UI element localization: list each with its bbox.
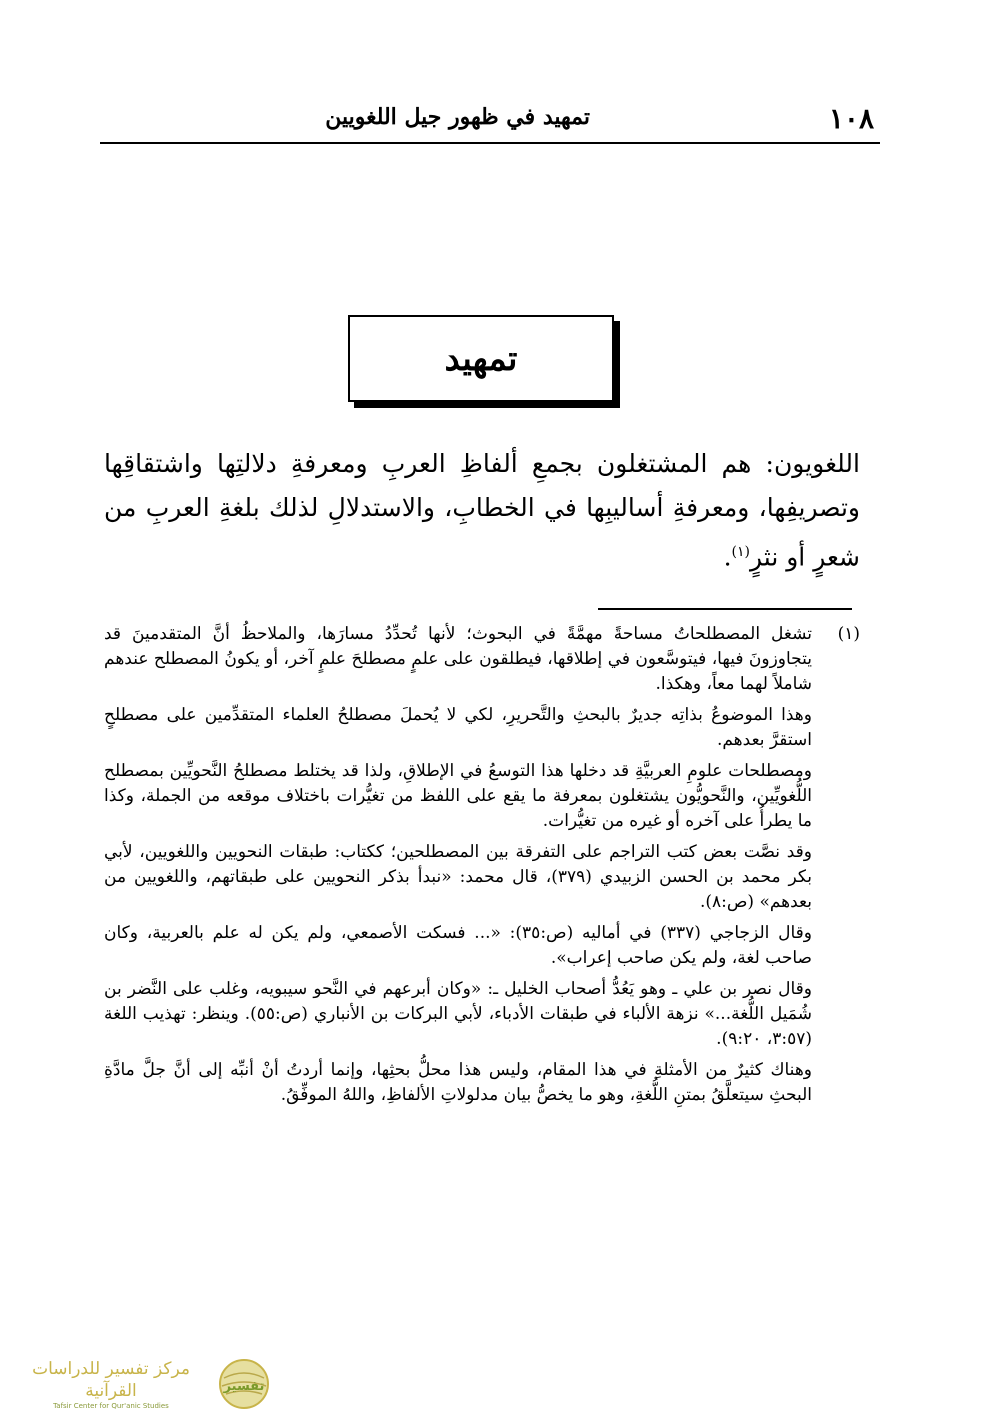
main-paragraph-end: . <box>723 542 732 572</box>
footnote-1 <box>104 622 860 1114</box>
logo-english-text: Tafsir Center for Qur'anic Studies <box>53 1402 169 1410</box>
footnote-body <box>104 622 812 1114</box>
logo-emblem-text: تفسير <box>223 1379 265 1394</box>
footnote-marker[interactable]: (١) <box>731 544 750 560</box>
section-title: تمهيد <box>444 338 518 379</box>
tafsir-center-logo <box>6 1356 278 1412</box>
section-title-box <box>348 315 614 402</box>
footnote-paragraph: تشغل المصطلحاتُ مساحةً مهمَّةً في البحوث؛ لأنها تُحدِّدُ مسارَها، والملاحظُ أنَّ المتقدمينَ قد يتجاوزونَ فيها، فيتوسَّعون في إطلاقها، فيطلقون على علمٍ مصطلحَ علمٍ آخر، أو يكونُ المصطلح عندهم شاملاً لهما معاً، وهكذا. <box>104 624 812 694</box>
page-header <box>100 96 880 144</box>
main-paragraph-text: اللغويون: هم المشتغلون بجمعِ ألفاظِ العربِ ومعرفةِ دلالتِها واشتقاقِها وتصريفِها، ومعرفةِ أساليبِها في الخطابِ، والاستدلالِ لذلك بلغةِ العربِ من شعرٍ أو نثرٍ <box>104 449 860 572</box>
globe-emblem-icon <box>216 1356 272 1412</box>
main-paragraph <box>104 442 860 579</box>
footnotes <box>104 622 860 1114</box>
footnote-paragraph: ومصطلحات علومِ العربيَّةِ قد دخلها هذا التوسعُ في الإطلاقِ، ولذا قد يختلط مصطلحُ النَّحويِّين بمصطلح اللُّغويِّين، والنَّحويُّون يشتغلون بمعرفة ما يقع على اللفظ من تغيُّرات باختلاف موقعه من الجملة، وكذا ما يطرأُ على آخره أو غيره من تغيُّرات. <box>104 761 812 831</box>
footnote-paragraph: وقد نصَّت بعض كتب التراجم على التفرقة بين المصطلحين؛ ككتاب: طبقات النحويين واللغويين، لأبي بكر محمد بن الحسن الزبيدي (٣٧٩)، قال محمد: «نبدأ بذكر النحويين على طبقاتهم، واللغويين من بعدهم» (ص:٨). <box>104 842 812 912</box>
footnote-paragraph: وقال الزجاجي (٣٣٧) في أماليه (ص:٣٥): «... فسكت الأصمعي، ولم يكن له علم بالعربية، وكان صاحب لغة، ولم يكن صاحب إعراب». <box>104 923 812 968</box>
footnote-number: (١) <box>837 624 860 644</box>
running-title: تمهيد في ظهور جيل اللغويين <box>325 104 590 130</box>
footnote-paragraph: وهذا الموضوعُ بذاتِه جديرٌ بالبحثِ والتَّحريرِ، لكي لا يُحملَ مصطلحُ العلماء المتقدِّمين على مصطلحٍ استقرَّ بعدهم. <box>104 705 812 750</box>
footnote-paragraph: وهناك كثيرٌ من الأمثلةِ في هذا المقام، وليس هذا محلُّ بحثِها، وإنما أردتُ أنْ أنبِّه إلى أنَّ جلَّ مادَّةِ البحثِ سيتعلَّقُ بمتنِ اللُّغةِ، وهو ما يخصُّ بيان مدلولاتِ الألفاظِ، واللهُ الموفِّقُ. <box>104 1060 812 1105</box>
page-number: ١٠٨ <box>828 102 874 135</box>
footnote-paragraph: وقال نصر بن علي ـ وهو يَعُدُّ أصحاب الخليل ـ: «وكان أبرعهم في النَّحو سيبويه، وغلب على النَّضر بن شُمَيل اللُّغة...» نزهة الألباء في طبقات الأدباء، لأبي البركات بن الأنباري (ص:٥٥). وينظر: تهذيب اللغة (٣:٥٧، ٩:٢٠). <box>104 979 812 1049</box>
logo-arabic-text: مركز تفسير للدراسات القرآنية <box>32 1359 190 1401</box>
footnote-separator <box>598 608 852 610</box>
logo-text <box>6 1358 216 1410</box>
